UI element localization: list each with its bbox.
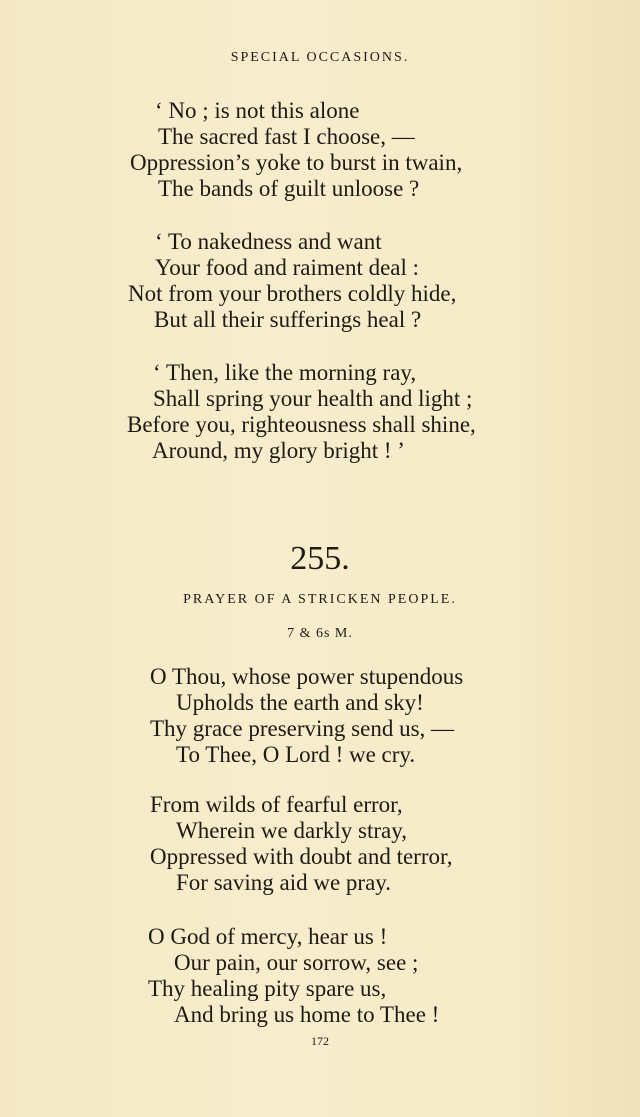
verse-line: And bring us home to Thee !: [174, 1002, 440, 1027]
verse-line: Oppression’s yoke to burst in twain,: [130, 150, 463, 175]
verse-line: Thy grace preserving send us, —: [150, 716, 455, 741]
verse-line: The sacred fast I choose, —: [158, 124, 415, 149]
verse-line: Shall spring your health and light ;: [153, 386, 473, 411]
verse-line: For saving aid we pray.: [176, 870, 392, 895]
hymn-meter: 7 & 6s M.: [287, 626, 353, 641]
verse-line: From wilds of fearful error,: [150, 792, 403, 817]
verse-line: Upholds the earth and sky!: [176, 690, 424, 715]
verse-line: Thy healing pity spare us,: [148, 976, 387, 1001]
verse-line: To Thee, O Lord ! we cry.: [176, 742, 416, 767]
verse-line: Around, my glory bright ! ’: [152, 438, 405, 463]
running-head: SPECIAL OCCASIONS.: [230, 50, 410, 65]
verse-line: Your food and raiment deal :: [155, 255, 420, 280]
hymn-number: 255.: [290, 540, 350, 577]
verse-line: O Thou, whose power stupendous: [150, 664, 464, 689]
verse-line: The bands of guilt unloose ?: [158, 176, 420, 201]
verse-line: ‘ No ; is not this alone: [155, 98, 360, 123]
page-number: 172: [311, 1034, 329, 1048]
verse-line: Not from your brothers coldly hide,: [128, 281, 457, 306]
verse-line: Oppressed with doubt and terror,: [150, 844, 453, 869]
verse-line: Our pain, our sorrow, see ;: [174, 950, 419, 975]
verse-line: O God of mercy, hear us !: [148, 924, 388, 949]
verse-line: But all their sufferings heal ?: [154, 307, 422, 332]
verse-line: ‘ To nakedness and want: [155, 229, 382, 254]
hymn-title: PRAYER OF A STRICKEN PEOPLE.: [183, 592, 457, 607]
verse-line: Before you, righteousness shall shine,: [127, 412, 476, 437]
verse-line: Wherein we darkly stray,: [176, 818, 407, 843]
verse-line: ‘ Then, like the morning ray,: [153, 360, 417, 385]
